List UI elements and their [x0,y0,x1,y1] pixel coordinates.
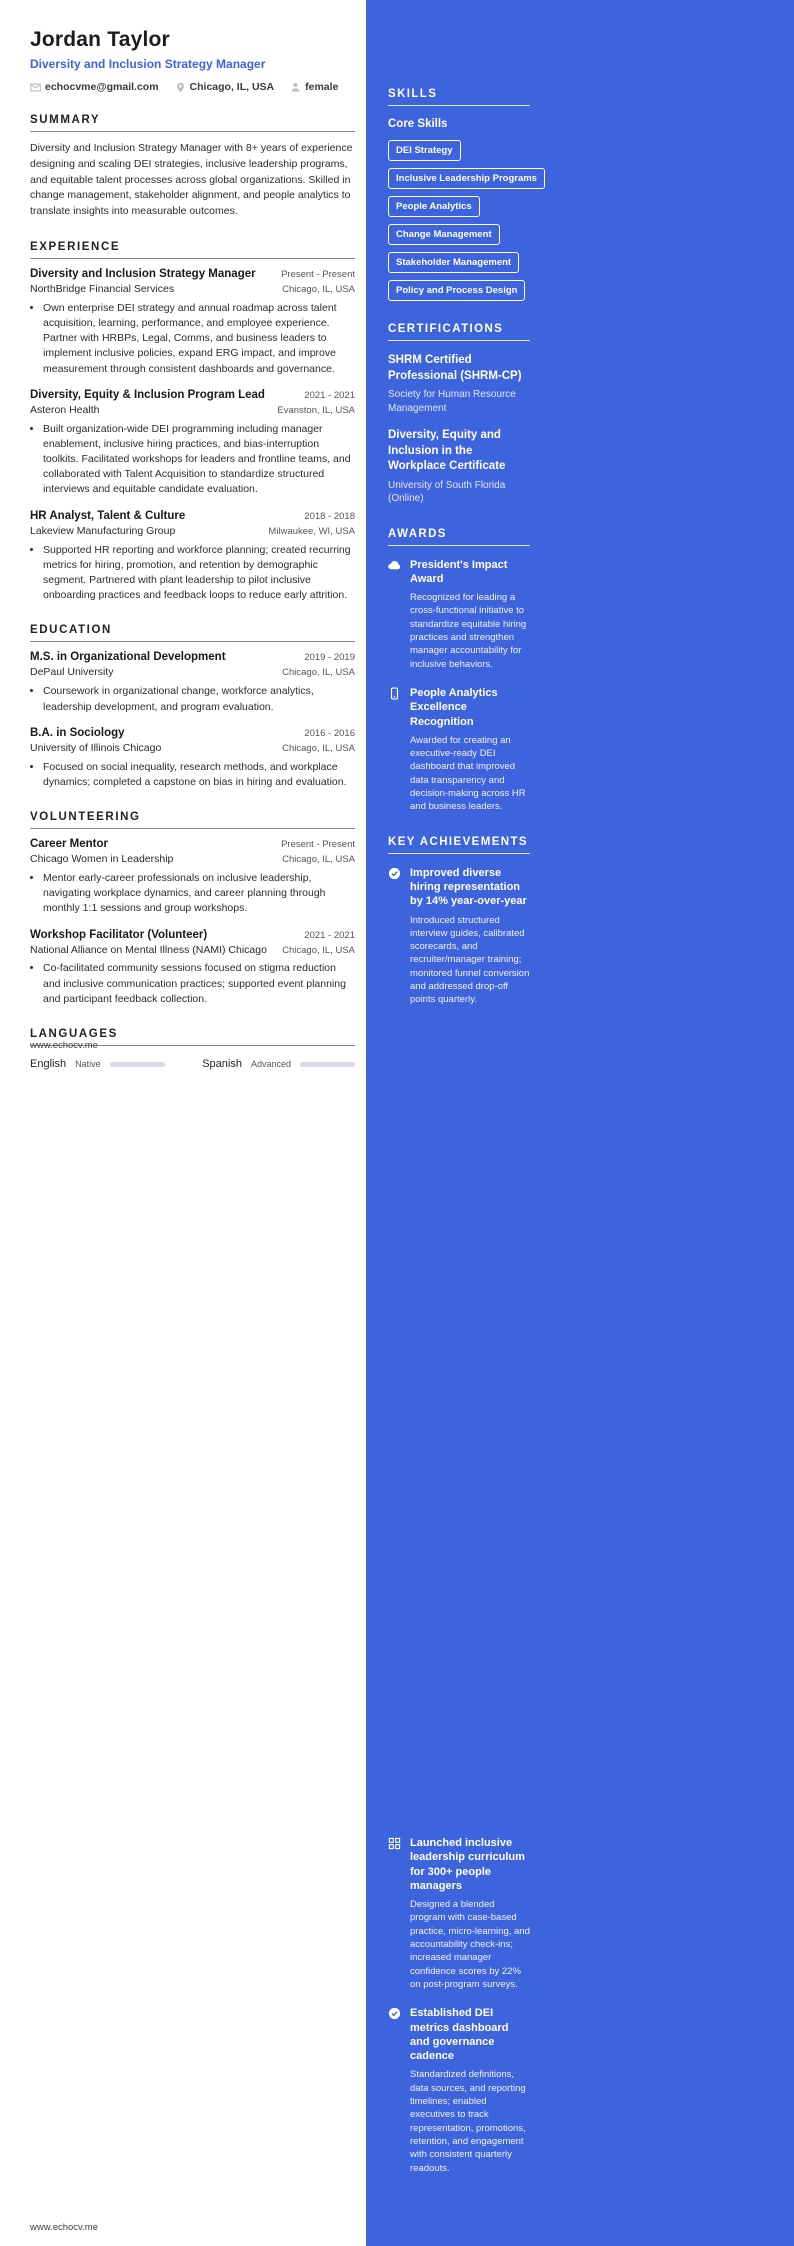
volunteering-bullet: • Co-facilitated community sessions focused on stigma reduction and inclusive communication practices; supported event planning and participant feedback collection. [43,961,355,1007]
summary-heading: SUMMARY [30,114,355,132]
job-dates: Present - Present [281,268,355,280]
skill-chip: Change Management [388,224,500,245]
school-name: DePaul University [30,666,114,679]
page-footer-url: www.echocv.me [30,2222,98,2233]
contact-email-text: echocvme@gmail.com [45,81,159,93]
award-item [388,686,530,814]
achievements-heading: KEY ACHIEVEMENTS [388,836,530,854]
job-title: HR Analyst, Talent & Culture [30,509,186,522]
job-dates: 2021 - 2021 [304,389,355,401]
award-title: President's Impact Award [410,558,508,585]
certification-org: University of South Florida (Online) [388,479,506,505]
language-item [202,1058,355,1070]
person-name: Jordan Taylor [30,28,170,51]
contact-row [30,81,355,93]
school-location: Chicago, IL, USA [282,667,355,679]
achievement-item [388,1836,530,1991]
job-dates: 2018 - 2018 [304,510,355,522]
achievement-description: Standardized definitions, data sources, and reporting timelines; enabled executives to track representation, promotions, retention, and engagement with consistent quarterly readouts. [410,2069,526,2174]
certification-item [388,428,530,506]
award-item [388,558,530,671]
certifications-heading: CERTIFICATIONS [388,323,530,341]
achievement-item [388,2006,530,2175]
main-column [30,0,355,1070]
volunteering-entry [30,838,355,917]
job-bullet: • Built organization-wide DEI programming including manager enablement, inclusive hiring practices, and bias-interruption toolkits. Facilitated workshops for leaders and frontline teams, and collaborated with Talent Acquisition to standardize structured interviews and equitable candidate evaluation. [43,422,355,498]
contact-gender [290,81,338,93]
certification-org: Society for Human Resource Management [388,389,516,414]
job-bullet: • Supported HR reporting and workforce planning; created recurring metrics for hiring, promotion, and retention by demographic segment. Partnered with plant leadership to pilot inclusive onboarding practices and feedback loops to reduce early attrition. [43,543,355,604]
role-title: Career Mentor [30,838,108,851]
skill-chip: People Analytics [388,196,480,217]
role-org: National Alliance on Mental Illness (NAMI) Chicago [30,943,267,956]
skill-chip: DEI Strategy [388,140,461,161]
skill-chip: Policy and Process Design [388,280,525,301]
language-level: Native [75,1059,101,1070]
role-dates: Present - Present [281,839,355,851]
skills-heading: SKILLS [388,88,530,106]
language-name: Spanish [202,1058,242,1071]
school-name: University of Illinois Chicago [30,741,162,754]
skill-chip: Inclusive Leadership Programs [388,168,545,189]
job-company: Asteron Health [30,403,100,416]
grid-icon [388,1836,402,1850]
volunteering-section [30,838,355,1007]
contact-gender-text: female [305,81,339,93]
language-level: Advanced [250,1059,291,1070]
achievement-title: Launched inclusive leadership curriculum for 300+ people managers [410,1837,525,1892]
language-name: English [30,1058,67,1071]
experience-section [30,268,355,604]
sidebar-column [388,0,537,1029]
contact-location-text: Chicago, IL, USA [189,81,275,93]
skills-section [388,88,537,301]
job-company: Lakeview Manufacturing Group [30,524,176,537]
languages-heading: LANGUAGES [30,1028,355,1046]
education-entry [30,727,355,790]
awards-heading: AWARDS [388,528,530,546]
role-location: Chicago, IL, USA [282,944,355,956]
phone-icon [388,686,402,700]
cloud-icon [388,558,402,572]
language-proficiency-bar [110,1062,165,1067]
job-company: NorthBridge Financial Services [30,282,175,295]
achievement-description: Introduced structured interview guides, calibrated scorecards, and recruiter/manager training; monitored funnel conversion and addressed drop-off points quarterly. [410,914,530,1006]
award-title: People Analytics Excellence Recognition [410,686,498,728]
education-bullet: • Focused on social inequality, research methods, and workplace dynamics; completed a capstone on bias in hiring and evaluation. [43,760,355,790]
experience-heading: EXPERIENCE [30,241,355,259]
awards-section [388,528,530,814]
certifications-section [388,323,530,506]
degree-title: M.S. in Organizational Development [30,651,226,664]
job-bullet: • Own enterprise DEI strategy and annual roadmap across talent acquisition, learning, performance, and employee experience. Partner with HRBPs, Legal, Comms, and business leaders to implement inclusive policies, expand ERG impact, and improve measurement through consistent dashboards and governance. [43,301,355,377]
experience-entry [30,389,355,498]
achievement-item [388,866,530,1007]
award-description: Recognized for leading a cross-functional initiative to standardize equitable hiring practices and strengthen manager accountability for inclusive behaviors. [410,592,527,670]
person-icon [290,82,301,93]
certification-title: Diversity, Equity and Inclusion in the Workplace Certificate [388,429,506,473]
degree-dates: 2019 - 2019 [304,652,355,664]
achievement-title: Improved diverse hiring representation by 14% year-over-year [410,866,527,908]
location-icon [175,82,186,93]
role-location: Chicago, IL, USA [282,854,355,866]
job-title: Diversity, Equity & Inclusion Program Lead [30,388,265,401]
achievement-title: Established DEI metrics dashboard and governance cadence [410,2007,509,2063]
job-title: Diversity and Inclusion Strategy Manager [30,267,256,280]
volunteering-heading: VOLUNTEERING [30,811,355,829]
languages-row [30,1058,355,1070]
page-footer-url: www.echocv.me [30,1040,98,1051]
sidebar-column-page2 [388,1836,530,2197]
contact-location [175,81,275,93]
volunteering-bullet: • Mentor early-career professionals on inclusive leadership, navigating workplace dynamics, and career planning through monthly 1:1 sessions and group workshops. [43,871,355,917]
achievements-section-continued [388,1836,530,2175]
language-item [30,1058,165,1070]
job-location: Milwaukee, WI, USA [268,525,355,537]
degree-title: B.A. in Sociology [30,726,125,739]
job-location: Evanston, IL, USA [277,404,355,416]
certification-title: SHRM Certified Professional (SHRM-CP) [388,354,522,382]
target-check-icon [388,866,402,880]
role-org: Chicago Women in Leadership [30,853,174,866]
certification-item [388,353,530,415]
language-proficiency-bar [300,1062,355,1067]
person-title: Diversity and Inclusion Strategy Manager [30,57,266,71]
experience-entry [30,268,355,377]
target-check-icon [388,2006,402,2020]
skills-group-label: Core Skills [388,118,448,130]
email-icon [30,82,41,93]
role-dates: 2021 - 2021 [304,929,355,941]
education-bullet: • Coursework in organizational change, workforce analytics, leadership development, and program evaluation. [43,684,355,714]
job-location: Chicago, IL, USA [282,283,355,295]
education-entry [30,651,355,714]
achievements-section [388,836,530,1007]
experience-entry [30,510,355,604]
school-location: Chicago, IL, USA [282,742,355,754]
education-section [30,651,355,790]
volunteering-entry [30,929,355,1008]
contact-email [30,81,159,93]
education-heading: EDUCATION [30,624,355,642]
degree-dates: 2016 - 2016 [304,727,355,739]
achievement-description: Designed a blended program with case-based practice, micro-learning, and accountability check-ins; increased manager confidence scores by 22% on post-program surveys. [410,1899,530,1990]
award-description: Awarded for creating an executive-ready DEI dashboard that improved data transparency and decision-making across HR and business leaders. [410,734,526,813]
skill-chip: Stakeholder Management [388,252,519,273]
summary-text: Diversity and Inclusion Strategy Manager with 8+ years of experience designing and scaling DEI strategies, inclusive leadership programs, and equitable talent processes across global organizations. Skilled in change management, stakeholder alignment, and people analytics to translate insights into measurable outcomes. [30,142,353,217]
role-title: Workshop Facilitator (Volunteer) [30,928,208,941]
